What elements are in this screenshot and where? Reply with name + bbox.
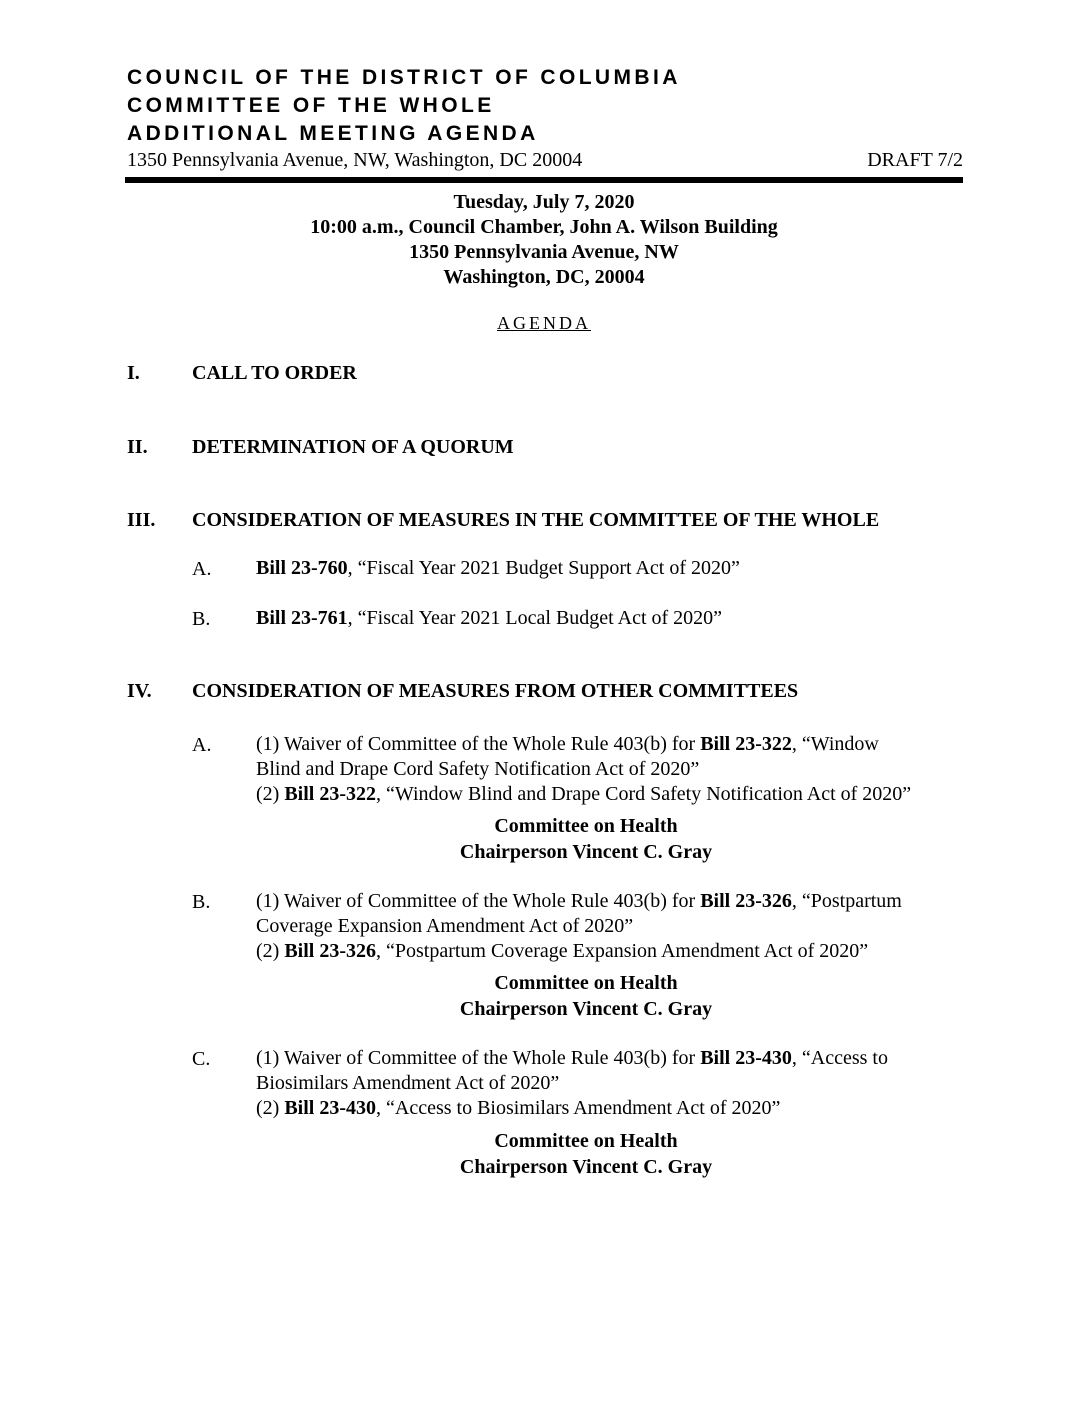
- bill-number: Bill 23-761: [256, 607, 348, 629]
- item-letter: B.: [192, 608, 211, 630]
- item-line: Biosimilars Amendment Act of 2020”: [256, 1072, 560, 1094]
- committee-block: [256, 813, 916, 865]
- item-line: (2) Bill 23-322, “Window Blind and Drape Cord Safety Notification Act of 2020”: [256, 783, 912, 805]
- document-title: ADDITIONAL MEETING AGENDA: [127, 122, 539, 145]
- agenda-item: [256, 556, 740, 581]
- section-number: II.: [127, 436, 148, 458]
- chairperson-label: Chairperson Vincent C. Gray: [459, 841, 713, 863]
- section-title: CONSIDERATION OF MEASURES IN THE COMMITTEE OF THE WHOLE: [192, 509, 880, 531]
- item-letter: A.: [192, 558, 212, 580]
- bill-number: Bill 23-322: [284, 783, 376, 805]
- committee-name-label: Committee on Health: [494, 815, 678, 837]
- bill-number: Bill 23-326: [700, 890, 792, 912]
- bill-title: , “Fiscal Year 2021 Budget Support Act of 2020”: [347, 557, 740, 579]
- item-line: Blind and Drape Cord Safety Notification Act of 2020”: [256, 758, 700, 780]
- committee-name-label: Committee on Health: [494, 972, 678, 994]
- item-line: (2) Bill 23-326, “Postpartum Coverage Expansion Amendment Act of 2020”: [256, 940, 869, 962]
- bill-number: Bill 23-430: [700, 1047, 792, 1069]
- agenda-item: [256, 606, 722, 631]
- agenda-item: [256, 889, 902, 964]
- section-number: IV.: [127, 680, 152, 702]
- section-title: CALL TO ORDER: [192, 362, 357, 384]
- chairperson-label: Chairperson Vincent C. Gray: [459, 1156, 713, 1178]
- bill-number: Bill 23-326: [284, 940, 376, 962]
- bill-number: Bill 23-322: [700, 733, 792, 755]
- section-number: III.: [127, 509, 156, 531]
- item-line: (1) Waiver of Committee of the Whole Rule 403(b) for Bill 23-322, “Window: [256, 733, 879, 755]
- agenda-item: [256, 1046, 888, 1121]
- chairperson-label: Chairperson Vincent C. Gray: [459, 998, 713, 1020]
- council-address: 1350 Pennsylvania Avenue, NW, Washington, DC 20004: [127, 149, 583, 171]
- bill-title: , “Fiscal Year 2021 Local Budget Act of 2020”: [347, 607, 723, 629]
- agenda-heading: AGENDA: [497, 313, 591, 333]
- item-line: (1) Waiver of Committee of the Whole Rule 403(b) for Bill 23-326, “Postpartum: [256, 890, 902, 912]
- committee-block: [256, 970, 916, 1022]
- item-line: (2) Bill 23-430, “Access to Biosimilars Amendment Act of 2020”: [256, 1097, 781, 1119]
- committee-name: COMMITTEE OF THE WHOLE: [127, 94, 495, 117]
- agenda-item: [256, 732, 911, 807]
- draft-label: DRAFT 7/2: [867, 149, 963, 171]
- meeting-time-place: 10:00 a.m., Council Chamber, John A. Wilson Building: [310, 216, 778, 238]
- section-title: DETERMINATION OF A QUORUM: [192, 436, 514, 458]
- header-rule: [125, 177, 963, 183]
- meeting-street: 1350 Pennsylvania Avenue, NW: [409, 241, 679, 263]
- bill-number: Bill 23-430: [284, 1097, 376, 1119]
- item-letter: C.: [192, 1048, 211, 1070]
- meeting-date: Tuesday, July 7, 2020: [453, 191, 635, 213]
- meeting-city: Washington, DC, 20004: [443, 266, 645, 288]
- item-line: Coverage Expansion Amendment Act of 2020”: [256, 915, 634, 937]
- committee-name-label: Committee on Health: [494, 1130, 678, 1152]
- council-name: COUNCIL OF THE DISTRICT OF COLUMBIA: [127, 66, 681, 89]
- item-line: (1) Waiver of Committee of the Whole Rule 403(b) for Bill 23-430, “Access to: [256, 1047, 888, 1069]
- address-row: [127, 149, 963, 172]
- section-number: I.: [127, 362, 140, 384]
- section-title: CONSIDERATION OF MEASURES FROM OTHER COMMITTEES: [192, 680, 799, 702]
- committee-block: [256, 1128, 916, 1180]
- item-letter: B.: [192, 891, 211, 913]
- bill-number: Bill 23-760: [256, 557, 348, 579]
- item-letter: A.: [192, 734, 212, 756]
